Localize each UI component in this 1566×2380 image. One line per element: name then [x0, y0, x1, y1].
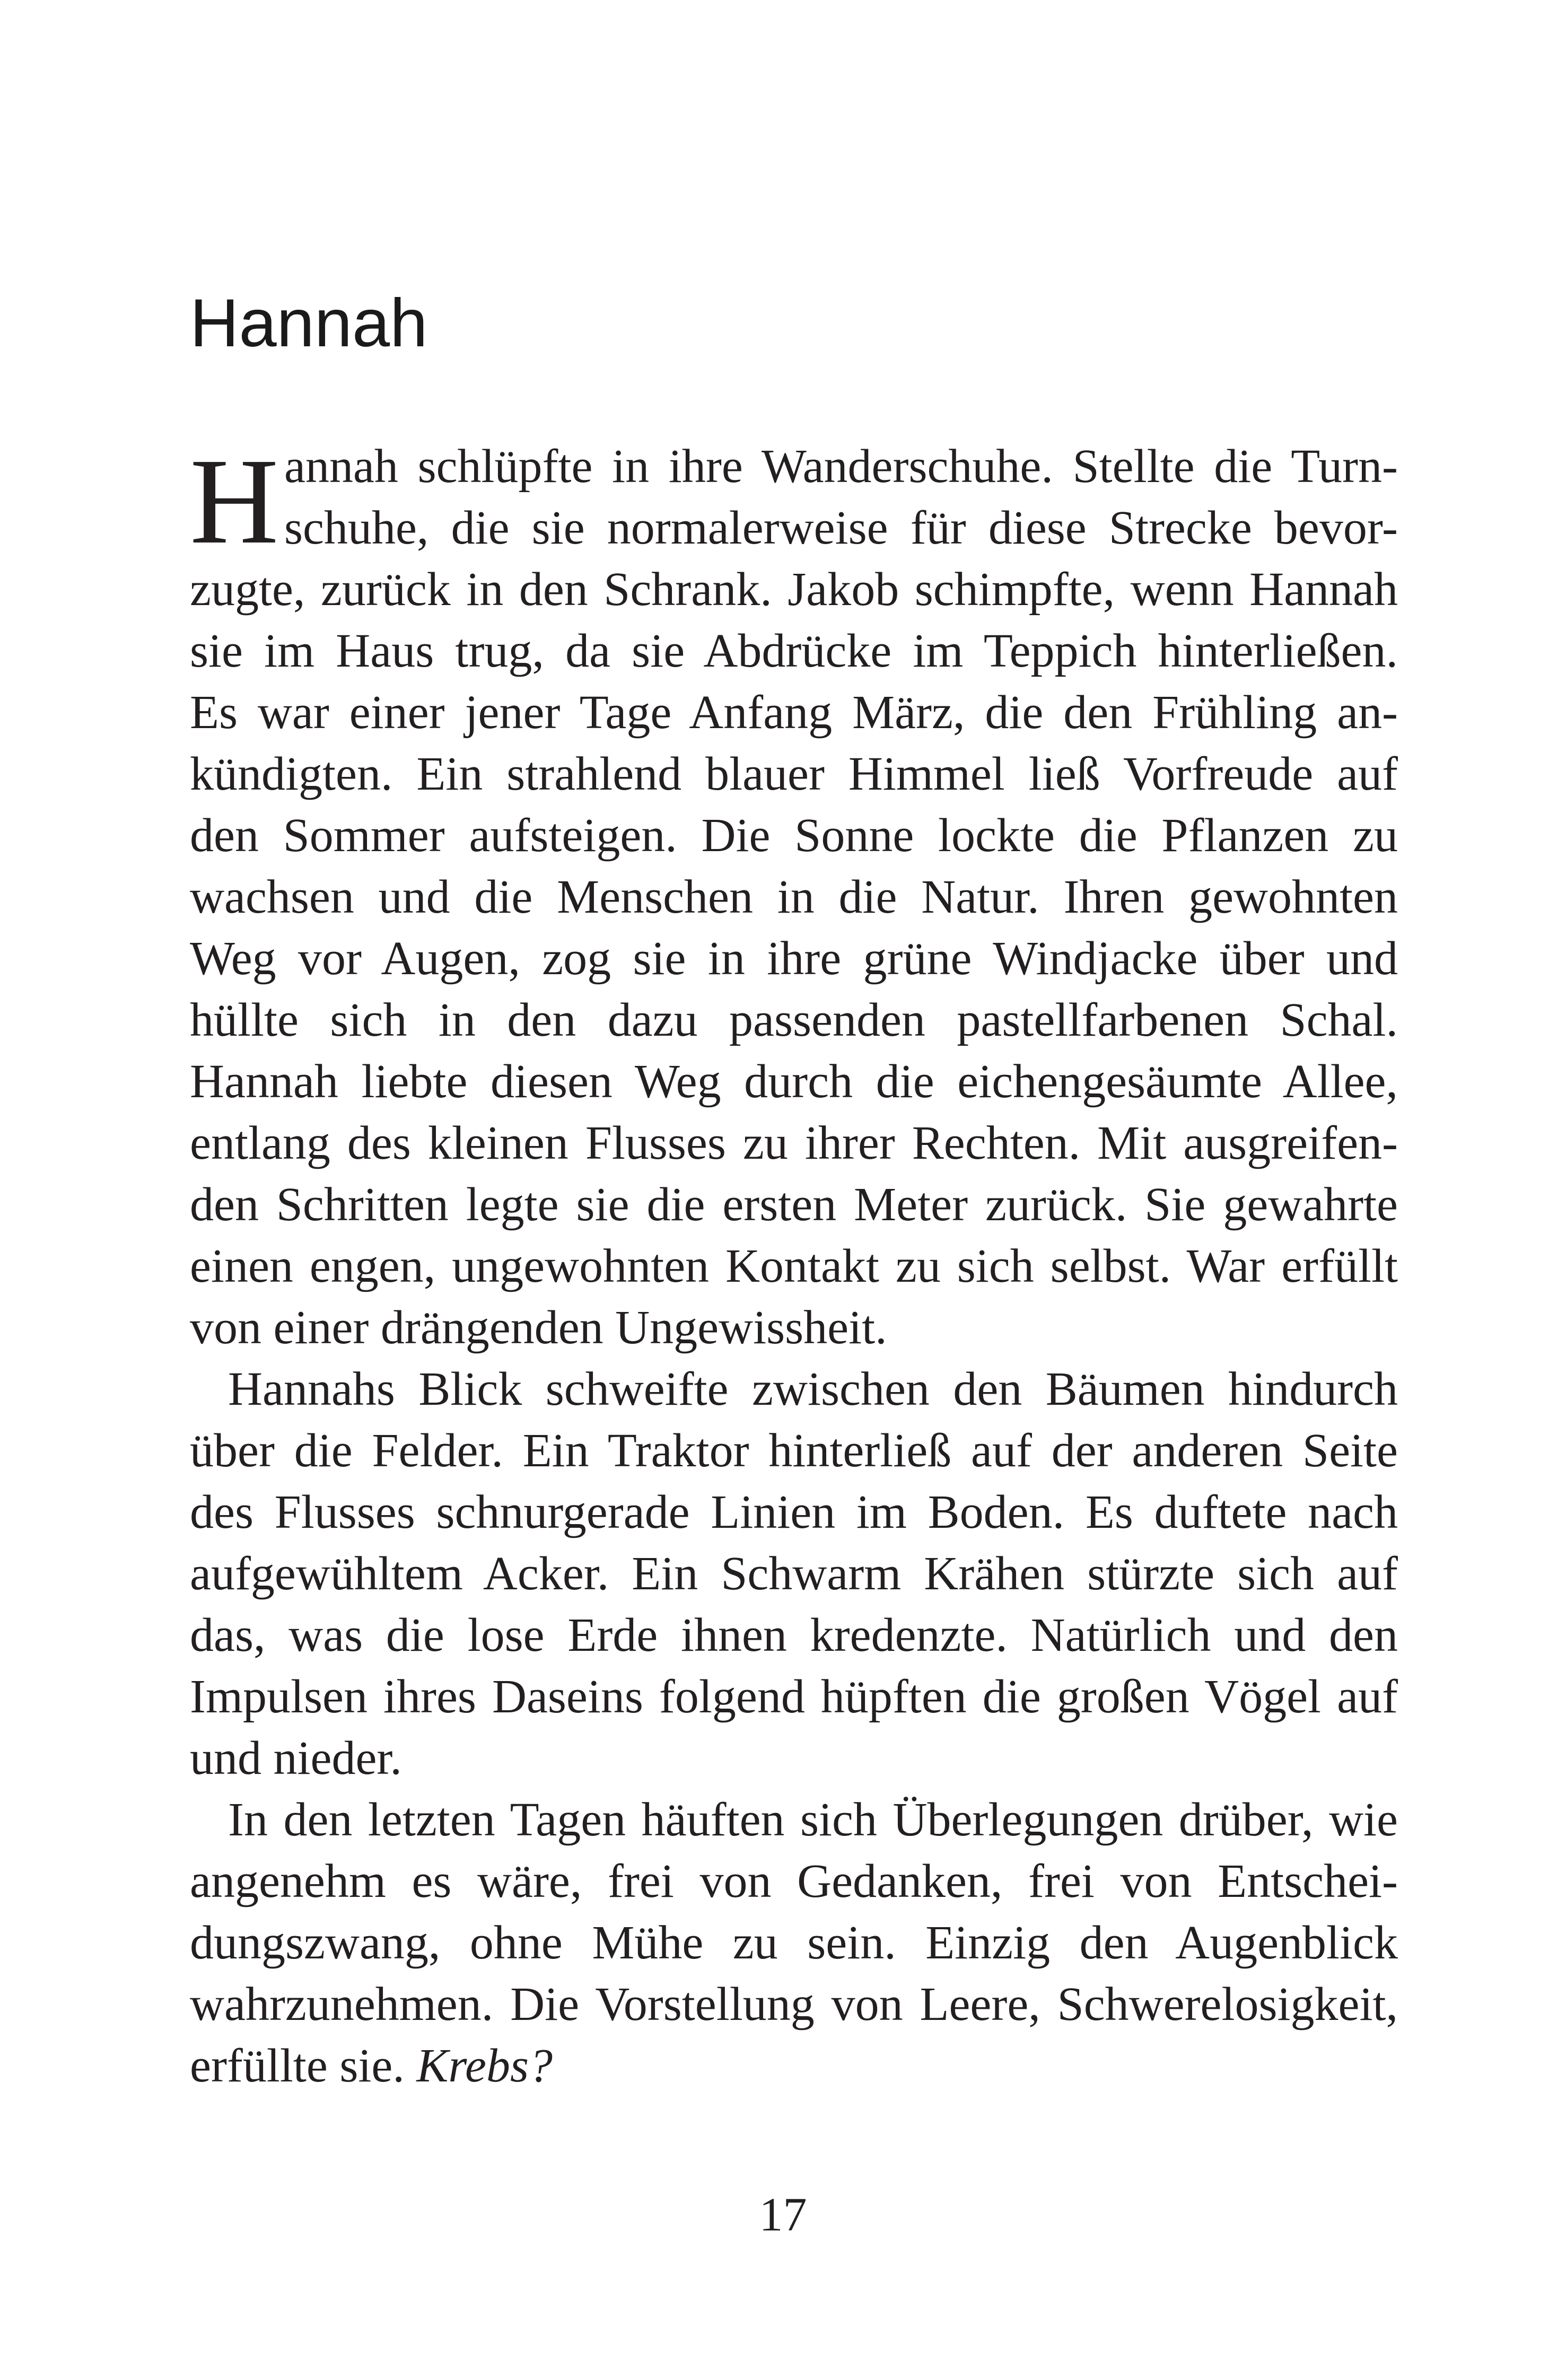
drop-cap: H — [190, 433, 279, 570]
text-line: In den letzten Tagen häuften sich Überlegungen drüber, wie — [228, 1793, 1398, 1846]
paragraph-3 — [190, 1789, 1398, 2097]
text-line: annah schlüpfte in ihre Wanderschuhe. Stellte die Turn- — [284, 440, 1398, 493]
text-line: Hannahs Blick schweifte zwischen den Bäumen hindurch — [228, 1363, 1398, 1415]
text-line: entlang des kleinen Flusses zu ihrer Rechten. Mit ausgreifen- — [190, 1117, 1398, 1169]
text-line: einen engen, ungewohnten Kontakt zu sich selbst. War erfüllt — [190, 1240, 1398, 1292]
page-number: 17 — [759, 2189, 807, 2241]
text-line: des Flusses schnurgerade Linien im Boden. Es duftete nach — [190, 1486, 1398, 1538]
text-line: das, was die lose Erde ihnen kredenzte. Natürlich und den — [190, 1609, 1398, 1661]
text-line: und nieder. — [190, 1732, 402, 1784]
text-line: kündigten. Ein strahlend blauer Himmel ließ Vorfreude auf — [190, 748, 1398, 800]
text-line: zugte, zurück in den Schrank. Jakob schimpfte, wenn Hannah — [190, 563, 1398, 616]
text-line: aufgewühltem Acker. Ein Schwarm Krähen stürzte sich auf — [190, 1547, 1398, 1600]
text-line: schuhe, die sie normalerweise für diese Strecke bevor- — [284, 502, 1398, 554]
final-line-text: erfüllte sie. — [190, 2040, 417, 2092]
text-line: Es war einer jener Tage Anfang März, die den Frühling an- — [190, 686, 1398, 739]
text-line: Weg vor Augen, zog sie in ihre grüne Windjacke über und — [190, 932, 1398, 985]
text-line: angenehm es wäre, frei von Gedanken, frei von Entschei- — [190, 1855, 1398, 1908]
text-line: den Sommer aufsteigen. Die Sonne lockte die Pflanzen zu — [190, 809, 1398, 862]
chapter-title: Hannah — [190, 285, 428, 361]
text-line-final — [190, 2035, 1398, 2097]
text-line: den Schritten legte sie die ersten Meter zurück. Sie gewahrte — [190, 1178, 1398, 1231]
paragraph-1 — [190, 433, 1398, 1359]
text-line: dungszwang, ohne Mühe zu sein. Einzig den Augenblick — [190, 1917, 1398, 1969]
body-text — [190, 433, 1398, 2097]
italic-word: Krebs? — [416, 2040, 553, 2092]
text-line: wahrzunehmen. Die Vorstellung von Leere, Schwerelosigkeit, — [190, 1978, 1398, 2031]
text-line: hüllte sich in den dazu passenden pastellfarbenen Schal. — [190, 994, 1398, 1046]
paragraph-2 — [190, 1359, 1398, 1789]
text-line: von einer drängenden Ungewissheit. — [190, 1301, 887, 1354]
text-line: über die Felder. Ein Traktor hinterließ auf der anderen Seite — [190, 1424, 1398, 1477]
text-line: sie im Haus trug, da sie Abdrücke im Teppich hinterließen. — [190, 625, 1398, 677]
text-line: Hannah liebte diesen Weg durch die eichengesäumte Allee, — [190, 1055, 1398, 1108]
text-line: wachsen und die Menschen in die Natur. Ihren gewohnten — [190, 871, 1398, 923]
text-line: Impulsen ihres Daseins folgend hüpften die großen Vögel auf — [190, 1670, 1398, 1723]
